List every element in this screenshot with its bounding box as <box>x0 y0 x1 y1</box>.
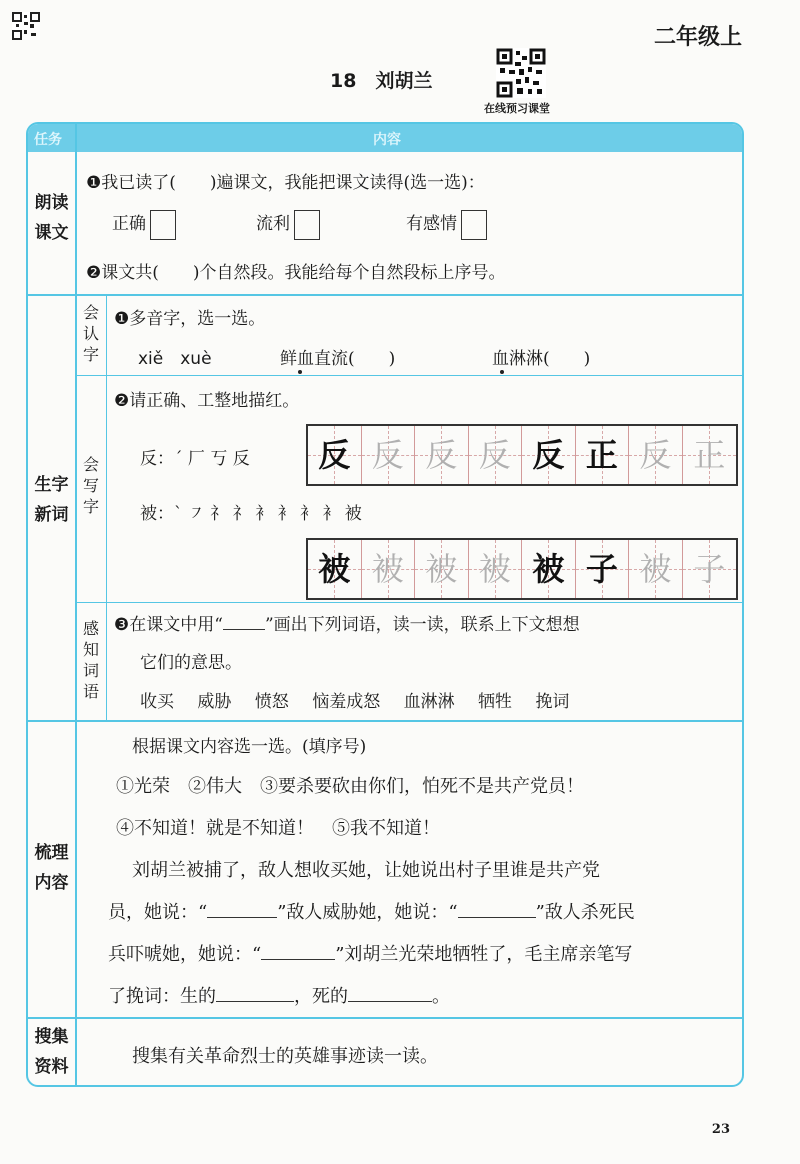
grid-char: 被 <box>371 550 404 588</box>
sub-char: 字 <box>82 345 99 364</box>
label-line: 生字 <box>34 475 69 495</box>
sub-label-recognize <box>81 302 101 365</box>
grid-char: 反 <box>532 436 565 474</box>
grid-char: 子 <box>585 550 618 588</box>
passage-text: 。 <box>432 986 450 1007</box>
answer-blank[interactable] <box>348 983 432 1002</box>
tracing-grid-fan <box>306 424 738 486</box>
sort-options-1: ①光荣 ②伟大 ③要杀要砍由你们，怕死不是共产党员！ <box>116 776 584 797</box>
sub-char: 会 <box>82 455 99 474</box>
header-task: 任务 <box>34 132 62 148</box>
question-number: ❶ <box>114 309 130 329</box>
label-line: 内容 <box>34 873 69 893</box>
sense-question <box>114 610 580 635</box>
recognize-question <box>114 304 265 329</box>
tracing-grid-bei <box>306 538 738 600</box>
section-label-read <box>28 188 75 248</box>
label-line: 梳理 <box>34 843 69 863</box>
lesson-number: 18 <box>330 70 357 92</box>
vocab-list <box>140 687 569 712</box>
sense-question-cont: 它们的意思。 <box>140 653 242 673</box>
grid-cell <box>576 426 630 484</box>
label-line: 朗读 <box>34 193 69 213</box>
preview-qr-code-icon[interactable] <box>496 48 546 98</box>
question-text: 在课文中用“ <box>129 615 223 635</box>
grid-char: 反 <box>371 436 404 474</box>
grid-cell <box>576 540 630 598</box>
lesson-title <box>330 66 432 93</box>
subrow-divider <box>75 375 744 376</box>
grid-cell <box>308 540 362 598</box>
grid-cell[interactable] <box>362 426 416 484</box>
checkbox[interactable] <box>294 210 320 240</box>
passage-text: 兵吓唬她，她说：“ <box>108 944 262 965</box>
header-content: 内容 <box>373 132 401 148</box>
grid-cell[interactable] <box>683 426 736 484</box>
vocab-word: 血淋淋 <box>403 692 455 712</box>
sub-char: 写 <box>82 476 99 495</box>
grade-label: 二年级上 <box>653 25 742 50</box>
passage-line-3 <box>108 940 632 966</box>
passage-line-2 <box>108 898 635 924</box>
sub-char: 语 <box>82 682 99 701</box>
emphasis-dot <box>298 370 302 374</box>
vocab-word: 牺牲 <box>478 692 513 712</box>
answer-blank[interactable] <box>207 899 277 918</box>
sub-label-write <box>81 454 101 517</box>
section-label-collect <box>28 1022 75 1082</box>
collect-task: 搜集有关革命烈士的英雄事迹读一读。 <box>132 1046 438 1067</box>
answer-blank[interactable] <box>216 983 294 1002</box>
label-line: 新词 <box>34 505 69 525</box>
pinyin-options: xiě xuè <box>138 349 212 369</box>
sub-char: 认 <box>82 324 99 343</box>
question-text: 课文共( )个自然段。我能给每个自然段标上序号。 <box>101 263 506 283</box>
polyphone-word-2: 血淋淋( ) <box>492 349 591 369</box>
qr-caption: 在线预习课堂 <box>484 102 550 115</box>
table-header <box>28 124 742 152</box>
grid-cell <box>522 540 576 598</box>
option-label: 有感情 <box>406 214 457 234</box>
section-label-sort <box>28 838 75 898</box>
write-question <box>114 386 299 411</box>
grid-char: 被 <box>318 550 351 588</box>
read-option-correct[interactable] <box>112 209 176 240</box>
sub-char: 字 <box>82 497 99 516</box>
read-question-1 <box>86 168 485 193</box>
question-text: 请正确、工整地描红。 <box>129 391 300 411</box>
vocab-word: 挽词 <box>535 692 570 712</box>
lesson-name: 刘胡兰 <box>375 70 433 92</box>
sort-instruction: 根据课文内容选一选。(填序号) <box>132 737 367 757</box>
grid-char: 正 <box>693 436 726 474</box>
checkbox[interactable] <box>150 210 176 240</box>
sub-char: 会 <box>82 303 99 322</box>
column-divider <box>75 124 77 1087</box>
read-option-emotion[interactable] <box>406 209 487 240</box>
grid-char: 反 <box>318 436 351 474</box>
subcolumn-divider <box>106 296 107 720</box>
question-number: ❸ <box>114 615 130 635</box>
page-number: 23 <box>711 1122 730 1137</box>
subrow-divider <box>75 602 744 603</box>
passage-text: ”敌人杀死民 <box>535 902 635 923</box>
question-text: 我已读了( )遍课文，我能把课文读得(选一选)： <box>101 173 485 193</box>
grid-char: 被 <box>532 550 565 588</box>
question-number: ❶ <box>86 173 102 193</box>
section-label-words <box>28 470 75 530</box>
grid-cell[interactable] <box>415 540 469 598</box>
read-option-fluent[interactable] <box>256 209 320 240</box>
row-divider <box>28 1017 744 1019</box>
passage-text: 了挽词：生的 <box>108 986 216 1007</box>
vocab-word: 威胁 <box>197 692 232 712</box>
grid-cell <box>308 426 362 484</box>
grid-cell[interactable] <box>362 540 416 598</box>
blank-line <box>223 611 265 630</box>
vocab-word: 愤怒 <box>254 692 289 712</box>
answer-blank[interactable] <box>458 899 536 918</box>
vocab-word: 恼羞成怒 <box>312 692 381 712</box>
option-label: 流利 <box>256 214 290 234</box>
read-question-2 <box>86 258 506 283</box>
polyphone-word-1: 鲜血直流( ) <box>280 349 396 369</box>
grid-cell[interactable] <box>469 426 523 484</box>
grid-cell[interactable] <box>469 540 523 598</box>
grid-char: 被 <box>478 550 511 588</box>
row-divider <box>28 294 744 296</box>
worksheet-table <box>26 122 744 1087</box>
question-text: ”画出下列词语，读一读，联系上下文想想 <box>264 615 580 635</box>
passage-text: ”敌人威胁她，她说：“ <box>277 902 458 923</box>
label-line: 搜集 <box>34 1027 69 1047</box>
row-divider <box>28 720 744 722</box>
grid-char: 反 <box>478 436 511 474</box>
question-text: 多音字，选一选。 <box>129 309 266 329</box>
grid-cell[interactable] <box>415 426 469 484</box>
grid-char: 反 <box>639 436 672 474</box>
sub-char: 知 <box>82 640 99 659</box>
grid-cell[interactable] <box>683 540 736 598</box>
passage-text: 员，她说：“ <box>108 902 208 923</box>
answer-blank[interactable] <box>261 941 335 960</box>
grid-cell[interactable] <box>629 426 683 484</box>
grid-cell <box>522 426 576 484</box>
small-qr-code-icon <box>12 12 40 40</box>
vocab-word: 收买 <box>140 692 174 712</box>
checkbox[interactable] <box>461 210 487 240</box>
passage-text: ”刘胡兰光荣地牺牲了，毛主席亲笔写 <box>335 944 633 965</box>
sub-char: 词 <box>82 661 99 680</box>
grid-cell[interactable] <box>629 540 683 598</box>
stroke-order-bei: 被：ˋ ㇇ 礻 礻 衤 衤 衤 衤 被 <box>140 504 362 524</box>
grid-char: 被 <box>425 550 458 588</box>
sub-label-sense <box>81 618 101 702</box>
stroke-order-fan: 反：ˊ 厂 丂 反 <box>140 449 250 469</box>
label-line: 课文 <box>34 223 69 243</box>
passage-line-4 <box>108 982 450 1008</box>
passage-text: ，死的 <box>294 986 348 1007</box>
grid-char: 正 <box>585 436 618 474</box>
grid-char: 反 <box>425 436 458 474</box>
passage-line-1: 刘胡兰被捕了，敌人想收买她，让她说出村子里谁是共产党 <box>132 860 600 881</box>
question-number: ❷ <box>86 263 102 283</box>
option-label: 正确 <box>112 214 146 234</box>
label-line: 资料 <box>34 1057 69 1077</box>
sort-options-2: ④不知道！就是不知道！ ⑤我不知道！ <box>116 818 440 839</box>
sub-char: 感 <box>82 619 99 638</box>
question-number: ❷ <box>114 391 130 411</box>
emphasis-dot <box>500 370 504 374</box>
grid-char: 子 <box>693 550 726 588</box>
grid-char: 被 <box>639 550 672 588</box>
